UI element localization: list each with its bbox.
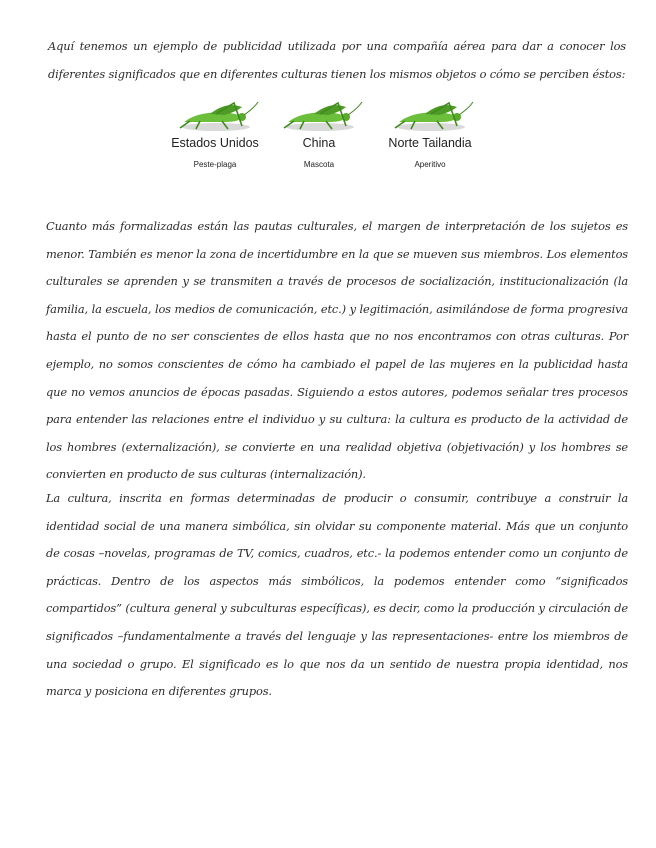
grasshopper-ad-image — [160, 100, 490, 182]
grasshopper-icon — [385, 100, 475, 134]
body-paragraph-2: La cultura, inscrita en formas determinadas de producir o consumir, contribuye a construir la identidad social de una manera simbólica, sin olvidar su componente material. Más que un conjunto de cosas –novelas, programas de TV, comics, cuadros, etc.- la podemos entender como un conjunto de prácticas. Dentro de los aspectos más simbólicos, la podemos entender como “significados compartidos” (cultura general y subculturas específicas), es decir, como la producción y circulación de significados –fundamentalmente a través del lenguaje y las representaciones- entre los miembros de una sociedad o grupo. El significado es lo que nos da un sentido de nuestra propia identidad, nos marca y posiciona en diferentes grupos. — [46, 491, 628, 699]
ad-item-china — [264, 100, 374, 170]
intro-paragraph: Aquí tenemos un ejemplo de publicidad utilizada por una compañía aérea para dar a conocer los diferentes significados que en diferentes culturas tienen los mismos objetos o cómo se perciben éstos: — [48, 39, 626, 81]
ad-meaning-label: Aperitivo — [414, 160, 446, 169]
ad-meaning-label: Mascota — [303, 160, 335, 169]
ad-country-label: China — [302, 136, 336, 150]
ad-country-label: Norte Tailandia — [388, 136, 472, 150]
grasshopper-icon — [170, 100, 260, 134]
ad-country-label: Estados Unidos — [171, 136, 259, 150]
body-paragraph-1: Cuanto más formalizadas están las pautas culturales, el margen de interpretación de los sujetos es menor. También es menor la zona de incertidumbre en la que se mueven sus miembros. Los elementos culturales se aprenden y se transmiten a través de procesos de socialización, institucionalización (la familia, la escuela, los medios de comunicación, etc.) y legitimación, asimilándose de forma progresiva hasta el punto de no ser conscientes de ellos hasta que no nos encontramos con otras culturas. Por ejemplo, no somos conscientes de cómo ha cambiado el papel de las mujeres en la publicidad hasta que no vemos anuncios de épocas pasadas. Siguiendo a estos autores, podemos señalar tres procesos para entender las relaciones entre el individuo y su cultura: la cultura es producto de la actividad de los hombres (externalización), se convierte en una realidad objetiva (objetivación) y los hombres se convierten en producto de sus culturas (internalización). — [46, 219, 628, 482]
grasshopper-icon — [274, 100, 364, 134]
ad-item-norte-tailandia — [375, 100, 485, 170]
ad-item-estados-unidos — [160, 100, 270, 170]
ad-meaning-label: Peste-plaga — [193, 160, 237, 169]
